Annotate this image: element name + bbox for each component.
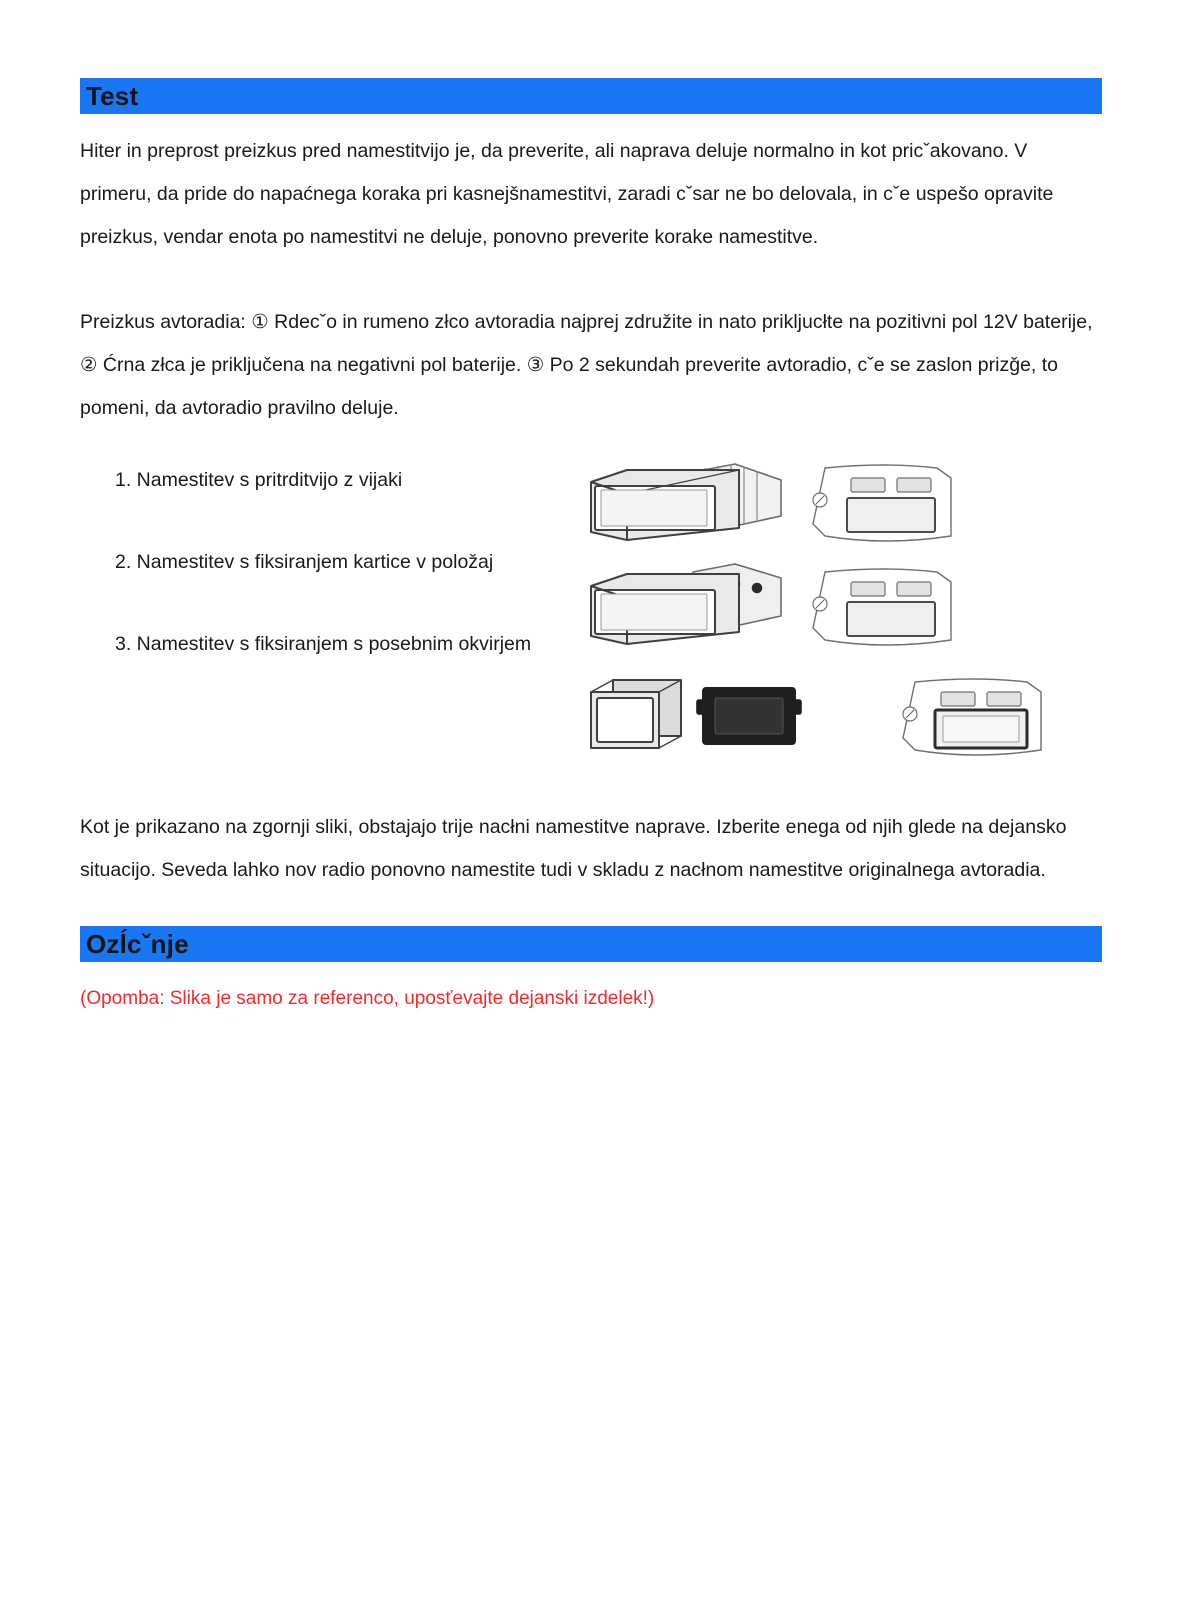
dashboard-outline-1 — [813, 465, 951, 541]
section-title-text: Test — [86, 81, 139, 111]
paragraph-spacer — [80, 259, 1102, 285]
dashboard-outline-2 — [813, 569, 951, 645]
installation-methods-block — [80, 460, 1102, 790]
paragraph-intro: Hiter in preprost preizkus pred namestitvijo je, da preverite, ali naprava deluje normalno in kot pricˇakovano. V primeru, da pride do napaćnega koraka pri kasnejšnamestitvi, zaradi cˇsar ne bo delovala, in cˇe uspešo opravite preizkus, vendar enota po namestitvi ne deluje, ponovno preverite korake namestitve. — [80, 140, 1054, 248]
section-heading-oznacenje — [80, 926, 1102, 962]
radio-unit-with-cage — [591, 464, 781, 540]
list-item: 1. Namestitev s pritrditvijo z vijaki — [115, 469, 403, 491]
section-heading-test — [80, 78, 1102, 114]
paragraph-closing: Kot je prikazano na zgornji sliki, obstajajo trije nacłni namestitve naprave. Izberite enega od njih glede na dejansko situacijo. Seveda lahko nov radio ponovno namestite tudi v skladu z nacłnom namestitve originalnega avtoradia. — [80, 816, 1067, 881]
document-content — [80, 78, 1102, 1014]
installation-methods-list — [115, 460, 595, 664]
radio-with-frame — [591, 680, 681, 748]
black-frame — [697, 688, 801, 744]
installation-methods-illustration — [585, 460, 1105, 780]
radio-unit-with-brackets — [591, 564, 781, 644]
reference-note: (Opomba: Slika je samo za referenco, uposťevajte dejanski izdelek!) — [80, 988, 655, 1009]
dashboard-outline-3 — [903, 679, 1041, 755]
paragraph-radio-test: Preizkus avtoradia: ① Rdecˇo in rumeno złco avtoradia najprej združite in nato prikljucłte na pozitivni pol 12V baterije, ② Ćrna złca je priključena na negativni pol baterije. ③ Po 2 sekundah preverite avtoradio, cˇe se zaslon prizǧe, to pomeni, da avtoradio pravilno deluje. — [80, 311, 1093, 419]
section-title-text: Ozĺcˇnje — [86, 929, 189, 959]
list-item: 3. Namestitev s fiksiranjem s posebnim okvirjem — [115, 633, 532, 655]
list-item: 2. Namestitev s fiksiranjem kartice v položaj — [115, 551, 494, 573]
